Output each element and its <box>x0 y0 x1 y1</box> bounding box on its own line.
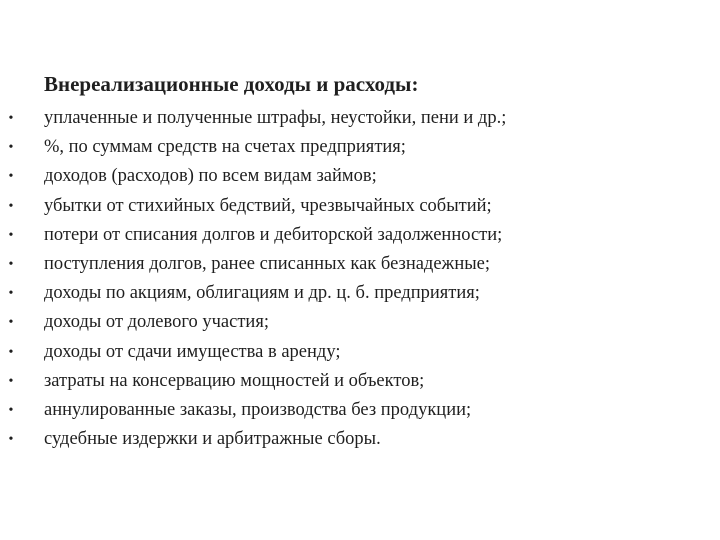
bullet-icon: • <box>8 169 14 185</box>
list-item-text: аннулированные заказы, производства без продукции; <box>44 399 472 420</box>
bullet-icon: • <box>8 227 14 243</box>
list-item-text: %, по суммам средств на счетах предприятия; <box>44 137 406 158</box>
list-item-text: убытки от стихийных бедствий, чрезвычайных событий; <box>44 195 492 216</box>
bullet-icon: • <box>8 344 14 360</box>
list-item <box>0 367 720 396</box>
bullet-icon: • <box>8 140 14 156</box>
list-item-text: доходы от долевого участия; <box>44 312 269 333</box>
bullet-icon: • <box>8 256 14 272</box>
list-item <box>0 221 720 250</box>
list-item <box>0 133 720 162</box>
slide-title: Внереализационные доходы и расходы: <box>44 72 419 96</box>
bullet-icon: • <box>8 315 14 331</box>
list-item <box>0 162 720 191</box>
list-item-text: уплаченные и полученные штрафы, неустойки, пени и др.; <box>44 108 507 128</box>
list-item <box>0 425 720 454</box>
list-item-text: доходов (расходов) по всем видам займов; <box>44 166 377 187</box>
list-item-text: доходы по акциям, облигациям и др. ц. б. предприятия; <box>44 283 480 304</box>
list-item-text: поступления долгов, ранее списанных как безнадежные; <box>44 253 491 274</box>
bullet-list <box>0 104 720 454</box>
list-item <box>0 308 720 337</box>
bullet-icon: • <box>8 198 14 214</box>
bullet-icon: • <box>8 432 14 448</box>
list-item-text: судебные издержки и арбитражные сборы. <box>44 429 381 450</box>
bullet-icon: • <box>8 402 14 418</box>
list-item <box>0 338 720 367</box>
list-item-text: затраты на консервацию мощностей и объектов; <box>44 370 425 391</box>
bullet-icon: • <box>8 373 14 389</box>
list-item <box>0 104 720 133</box>
list-item <box>0 396 720 425</box>
list-item <box>0 279 720 308</box>
list-item-text: потери от списания долгов и дебиторской задолженности; <box>44 224 503 245</box>
bullet-icon: • <box>8 286 14 302</box>
bullet-icon: • <box>8 111 14 126</box>
list-item <box>0 192 720 221</box>
list-item-text: доходы от сдачи имущества в аренду; <box>44 341 341 362</box>
list-item <box>0 250 720 279</box>
